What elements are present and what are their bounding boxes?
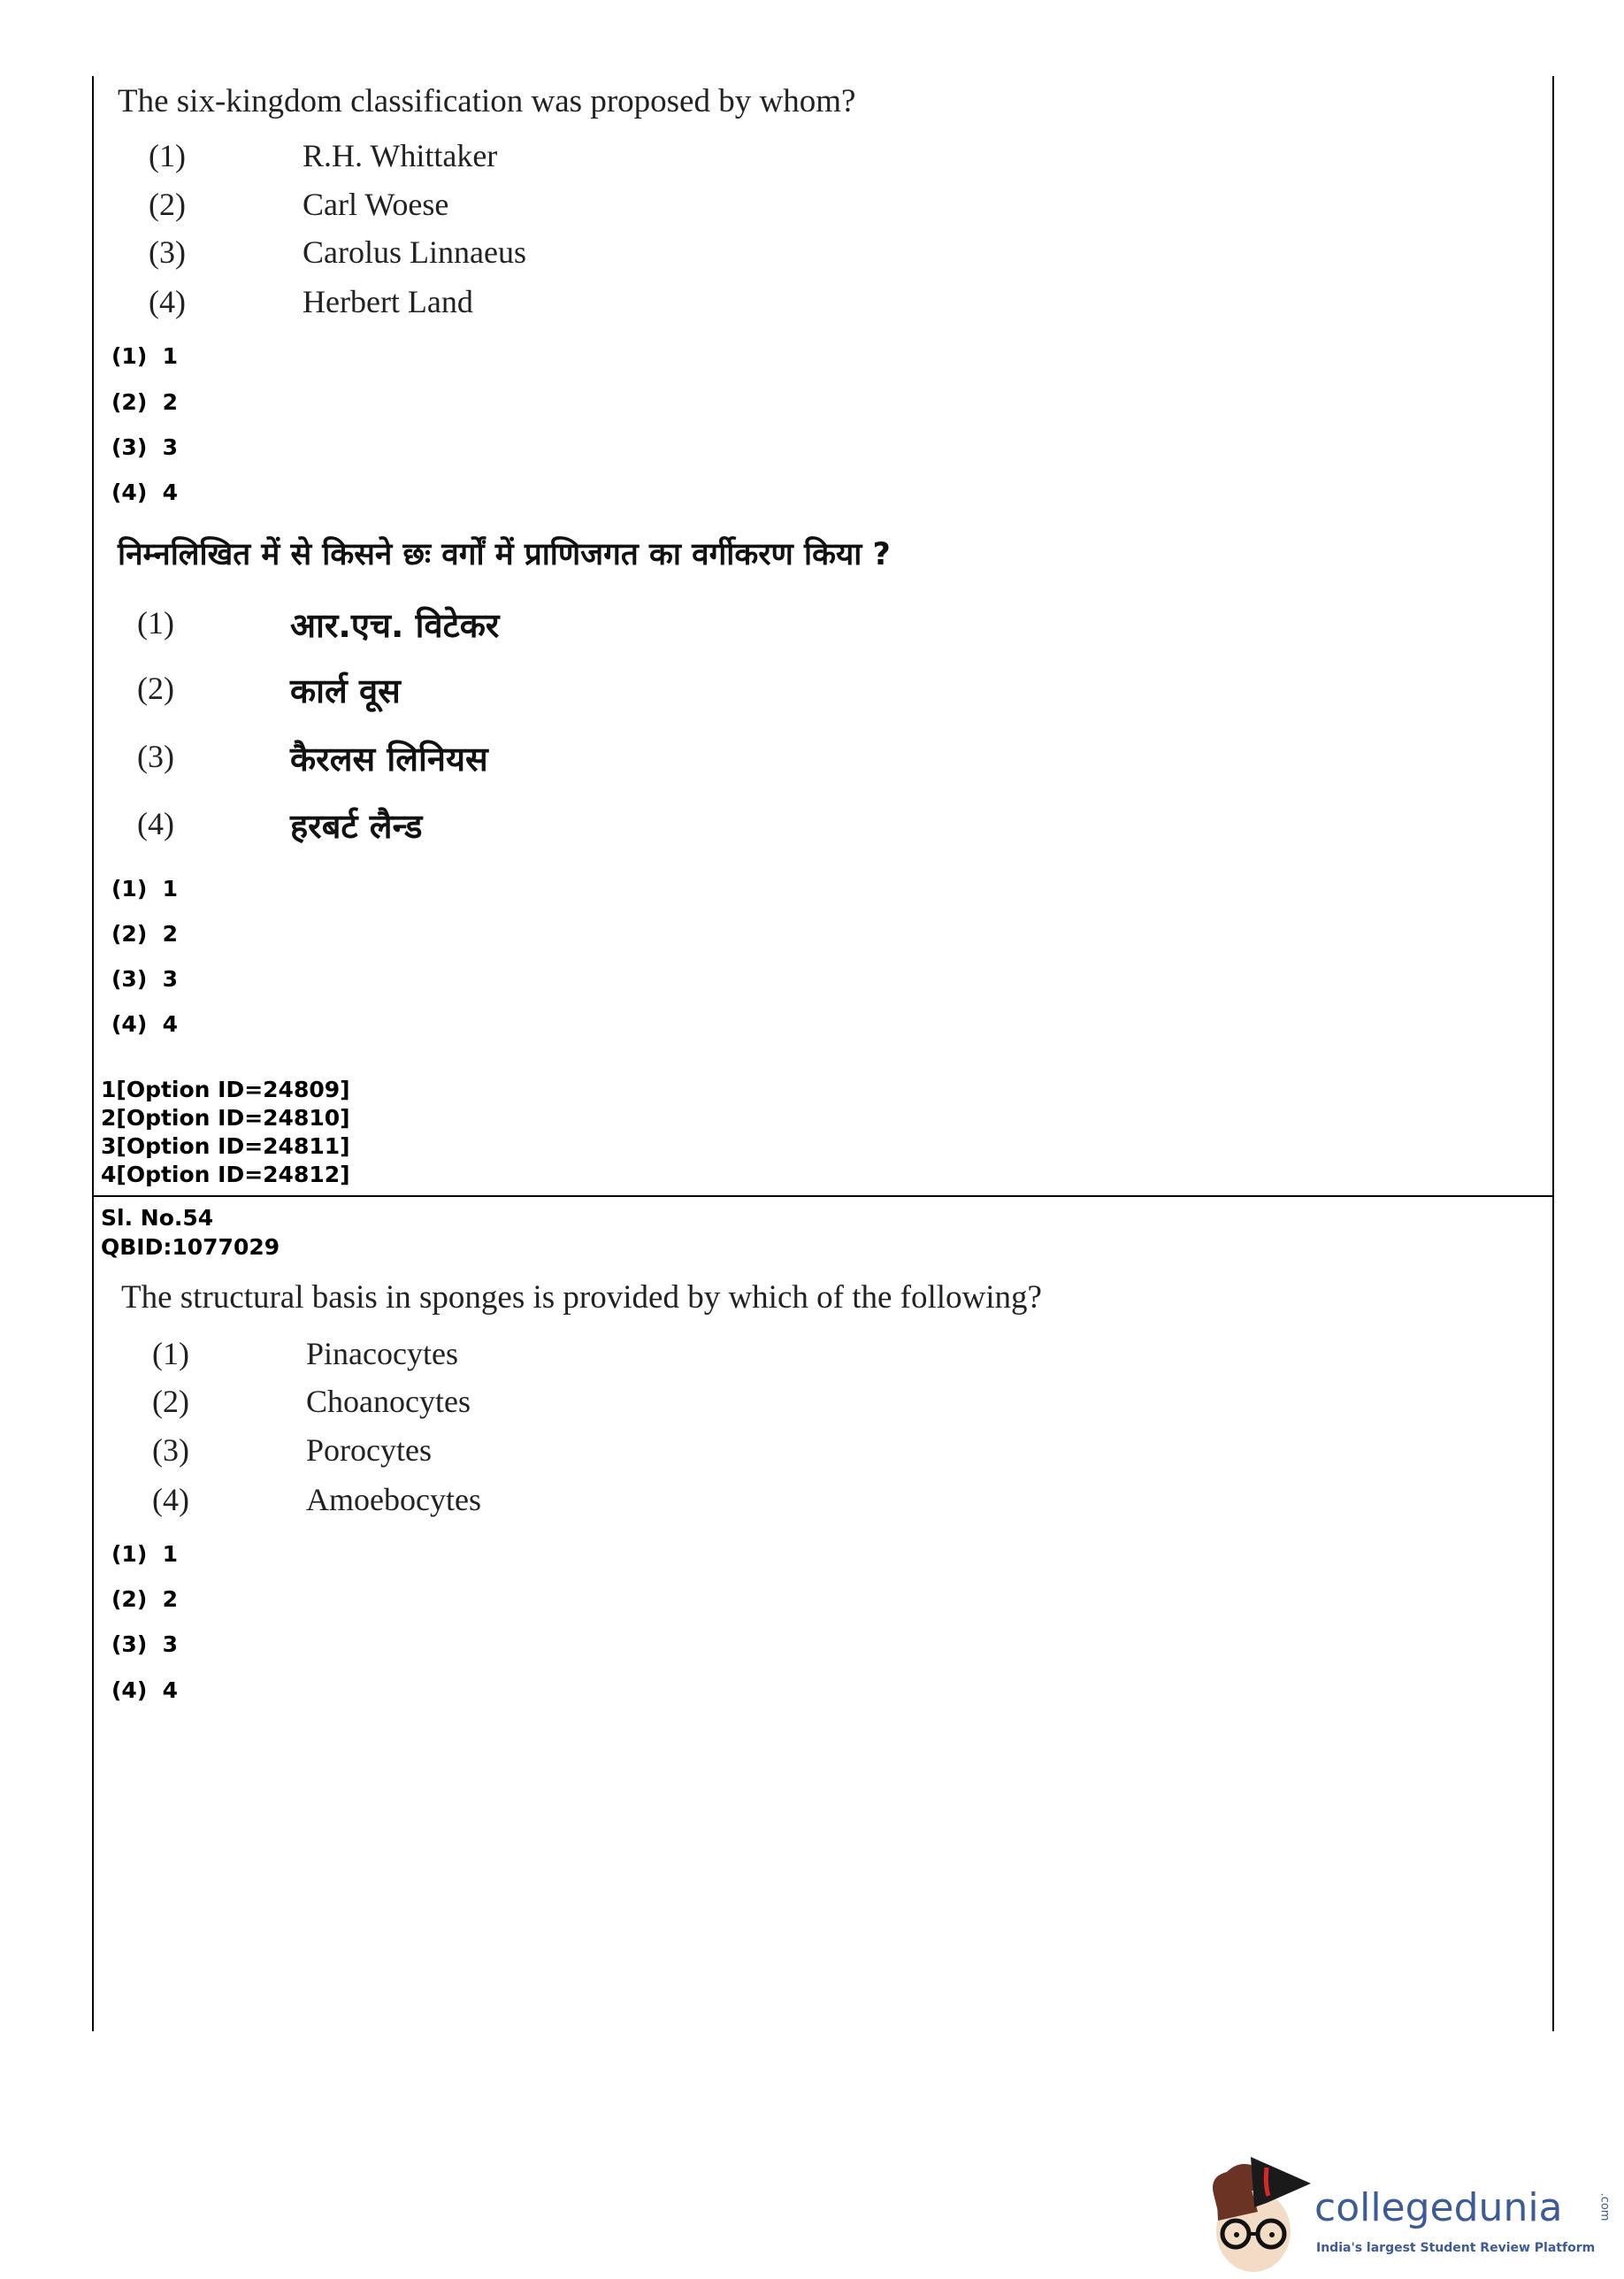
option-number: (2): [149, 187, 186, 222]
option-number: (4): [149, 284, 186, 319]
answer-choice-2[interactable]: [111, 923, 178, 945]
option-text: Carl Woese: [303, 187, 449, 222]
answer-value: 1: [162, 1541, 179, 1567]
answer-value: 2: [162, 389, 179, 415]
mascot-icon: [1205, 2150, 1320, 2274]
option-text-hi: कार्ल वूस: [290, 671, 401, 710]
answer-choice-1[interactable]: [111, 1543, 178, 1565]
answer-value: 4: [162, 1677, 179, 1703]
answer-number: (2): [111, 1586, 148, 1612]
serial-number: Sl. No.54: [101, 1205, 214, 1231]
option-number: (4): [137, 806, 174, 841]
answer-number: (4): [111, 480, 148, 505]
answer-value: 3: [162, 434, 179, 460]
option-id: 2[Option ID=24810]: [101, 1105, 350, 1131]
answer-number: (1): [111, 343, 148, 369]
option-text: Herbert Land: [303, 284, 473, 319]
answer-number: (3): [111, 434, 148, 460]
left-border: [92, 76, 94, 2031]
right-border: [1552, 76, 1554, 2031]
option-number: (3): [137, 739, 174, 774]
answer-value: 3: [162, 966, 179, 992]
answer-number: (4): [111, 1011, 148, 1037]
option-number: (1): [137, 605, 174, 641]
option-number: (1): [149, 138, 186, 173]
option-number: (2): [152, 1384, 189, 1419]
answer-choice-4[interactable]: [111, 1679, 178, 1701]
answer-value: 2: [162, 921, 179, 947]
answer-number: (1): [111, 876, 148, 902]
logo-suffix: .com: [1597, 2192, 1612, 2221]
option-number: (2): [137, 671, 174, 706]
option-text: Pinacocytes: [306, 1336, 458, 1371]
answer-choice-2[interactable]: [111, 391, 178, 413]
qbid: QBID:1077029: [101, 1234, 280, 1260]
option-text-hi: कैरलस लिनियस: [290, 740, 488, 779]
option-id: 3[Option ID=24811]: [101, 1133, 350, 1159]
answer-choice-1[interactable]: [111, 878, 178, 900]
question-54-text-en: The structural basis in sponges is provided by which of the following?: [121, 1279, 1042, 1316]
answer-choice-3[interactable]: [111, 436, 178, 458]
answer-value: 4: [162, 1011, 179, 1037]
logo-tagline: India's largest Student Review Platform: [1316, 2241, 1596, 2255]
question-divider: [92, 1195, 1554, 1197]
option-text: Amoebocytes: [306, 1482, 481, 1517]
answer-value: 1: [162, 876, 179, 902]
option-text: Porocytes: [306, 1432, 432, 1468]
option-id: 4[Option ID=24812]: [101, 1162, 350, 1187]
answer-choice-4[interactable]: [111, 1013, 178, 1035]
answer-value: 4: [162, 480, 179, 505]
answer-value: 1: [162, 343, 179, 369]
option-text-hi: आर.एच. विटेकर: [290, 606, 500, 645]
answer-number: (4): [111, 1677, 148, 1703]
answer-choice-1[interactable]: [111, 345, 178, 367]
answer-value: 3: [162, 1631, 179, 1657]
option-number: (1): [152, 1336, 189, 1371]
question-53-text-hi: निम्नलिखित में से किसने छः वर्गों में प्राणिजगत का वर्गीकरण किया ?: [118, 537, 891, 572]
option-number: (4): [152, 1482, 189, 1517]
option-text: Carolus Linnaeus: [303, 234, 526, 270]
answer-value: 2: [162, 1586, 179, 1612]
answer-number: (2): [111, 389, 148, 415]
answer-choice-3[interactable]: [111, 1633, 178, 1655]
answer-number: (3): [111, 966, 148, 992]
answer-choice-4[interactable]: [111, 481, 178, 503]
option-text: R.H. Whittaker: [303, 138, 498, 173]
logo-name: collegedunia: [1314, 2185, 1563, 2230]
answer-choice-3[interactable]: [111, 968, 178, 990]
option-number: (3): [152, 1432, 189, 1468]
option-id: 1[Option ID=24809]: [101, 1077, 350, 1102]
question-53-text-en: The six-kingdom classification was proposed by whom?: [118, 83, 856, 119]
answer-choice-2[interactable]: [111, 1588, 178, 1610]
answer-number: (1): [111, 1541, 148, 1567]
option-number: (3): [149, 234, 186, 270]
option-text-hi: हरबर्ट लैन्ड: [290, 807, 423, 846]
answer-number: (2): [111, 921, 148, 947]
collegedunia-logo[interactable]: [1205, 2150, 1620, 2279]
answer-number: (3): [111, 1631, 148, 1657]
option-text: Choanocytes: [306, 1384, 471, 1419]
